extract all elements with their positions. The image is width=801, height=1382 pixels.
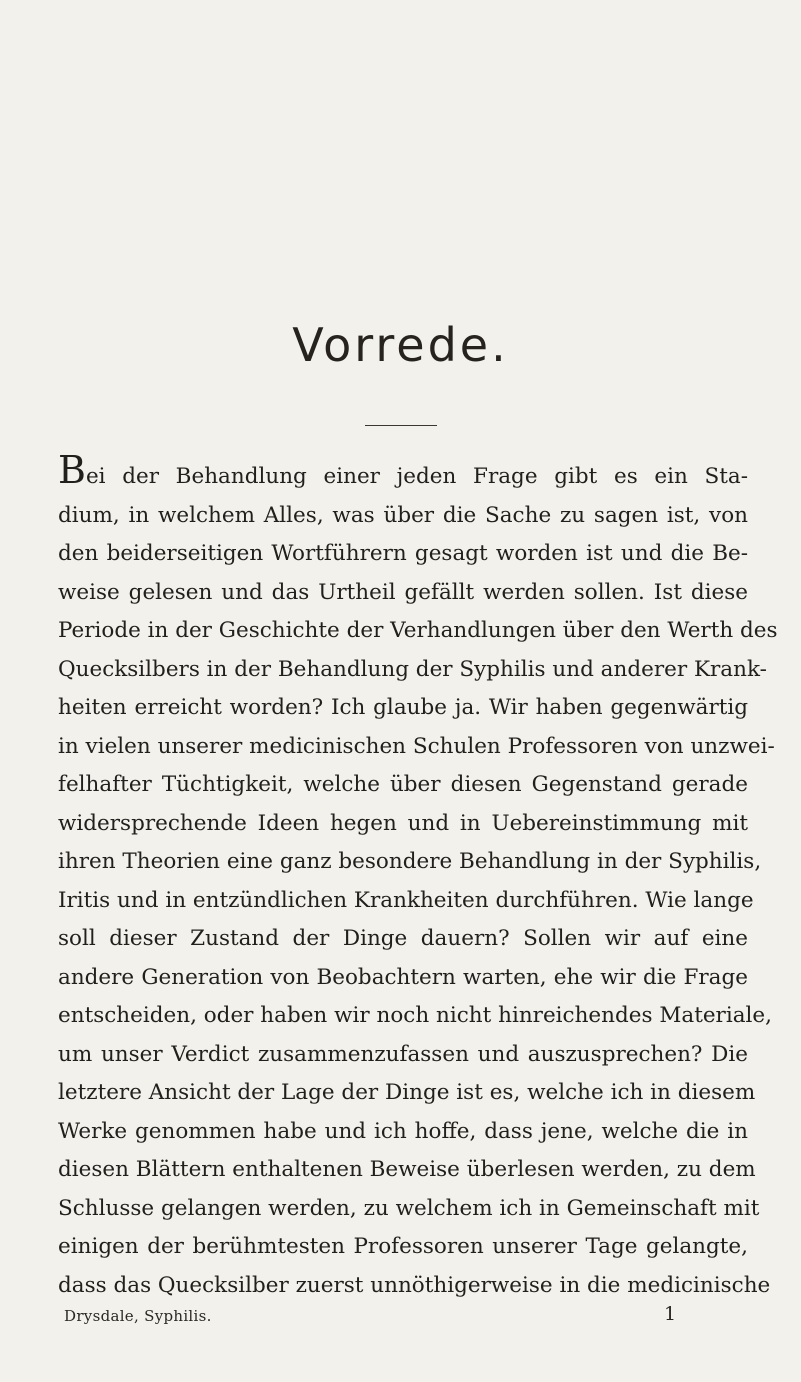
text-line-6: Quecksilbers in der Behandlung der Syphilis und anderer Krank- bbox=[58, 656, 767, 682]
text-line-8: in vielen unserer medicinischen Schulen Professoren von unzwei- bbox=[58, 733, 775, 759]
text-line-17: letztere Ansicht der Lage der Dinge ist es, welche ich in diesem bbox=[58, 1080, 756, 1105]
text-line-19: diesen Blättern enthaltenen Beweise überlesen werden, zu dem bbox=[58, 1157, 756, 1182]
text-line-10: widersprechende Ideen hegen und in Uebereinstimmung mit bbox=[58, 810, 748, 836]
title-divider bbox=[365, 425, 437, 426]
page-title: Vorrede. bbox=[292, 318, 509, 372]
text-line-20: Schlusse gelangen werden, zu welchem ich in Gemeinschaft mit bbox=[58, 1195, 760, 1221]
text-line-4: weise gelesen und das Urtheil gefällt werden sollen. Ist diese bbox=[58, 579, 748, 605]
text-line-18: Werke genommen habe und ich hoffe, dass jene, welche die in bbox=[58, 1118, 748, 1144]
text-line-16: um unser Verdict zusammenzufassen und auszusprechen? Die bbox=[58, 1041, 748, 1067]
sheet-number: 1 bbox=[664, 1303, 677, 1325]
preface-text bbox=[58, 448, 778, 1305]
text-line-21: einigen der berühmtesten Professoren unserer Tage gelangte, bbox=[58, 1234, 748, 1259]
text-line-3: den beiderseitigen Wortführern gesagt worden ist und die Be- bbox=[58, 541, 748, 566]
text-line-14: andere Generation von Beobachtern warten, ehe wir die Frage bbox=[58, 964, 748, 990]
text-line-15: entscheiden, oder haben wir noch nicht hinreichendes Materiale, bbox=[58, 1003, 772, 1028]
signature-line: Drysdale, Syphilis. bbox=[64, 1307, 212, 1325]
text-line-9: felhafter Tüchtigkeit, welche über diesen Gegenstand gerade bbox=[58, 772, 748, 797]
text-line-22: dass das Quecksilber zuerst unnöthigerweise in die medicinische bbox=[58, 1272, 771, 1298]
text-line-5: Periode in der Geschichte der Verhandlungen über den Werth des bbox=[58, 618, 778, 643]
text-line-7: heiten erreicht worden? Ich glaube ja. Wir haben gegenwärtig bbox=[58, 695, 748, 720]
text-line-11: ihren Theorien eine ganz besondere Behandlung in der Syphilis, bbox=[58, 849, 762, 874]
text-line-13: soll dieser Zustand der Dinge dauern? Sollen wir auf eine bbox=[58, 926, 748, 951]
text-line-1: Bei der Behandlung einer jeden Frage gibt es ein Sta- bbox=[58, 448, 748, 492]
drop-cap: B bbox=[58, 448, 86, 492]
text-line-12: Iritis und in entzündlichen Krankheiten durchführen. Wie lange bbox=[58, 887, 754, 913]
text-line-2: dium, in welchem Alles, was über die Sache zu sagen ist, von bbox=[58, 502, 748, 528]
